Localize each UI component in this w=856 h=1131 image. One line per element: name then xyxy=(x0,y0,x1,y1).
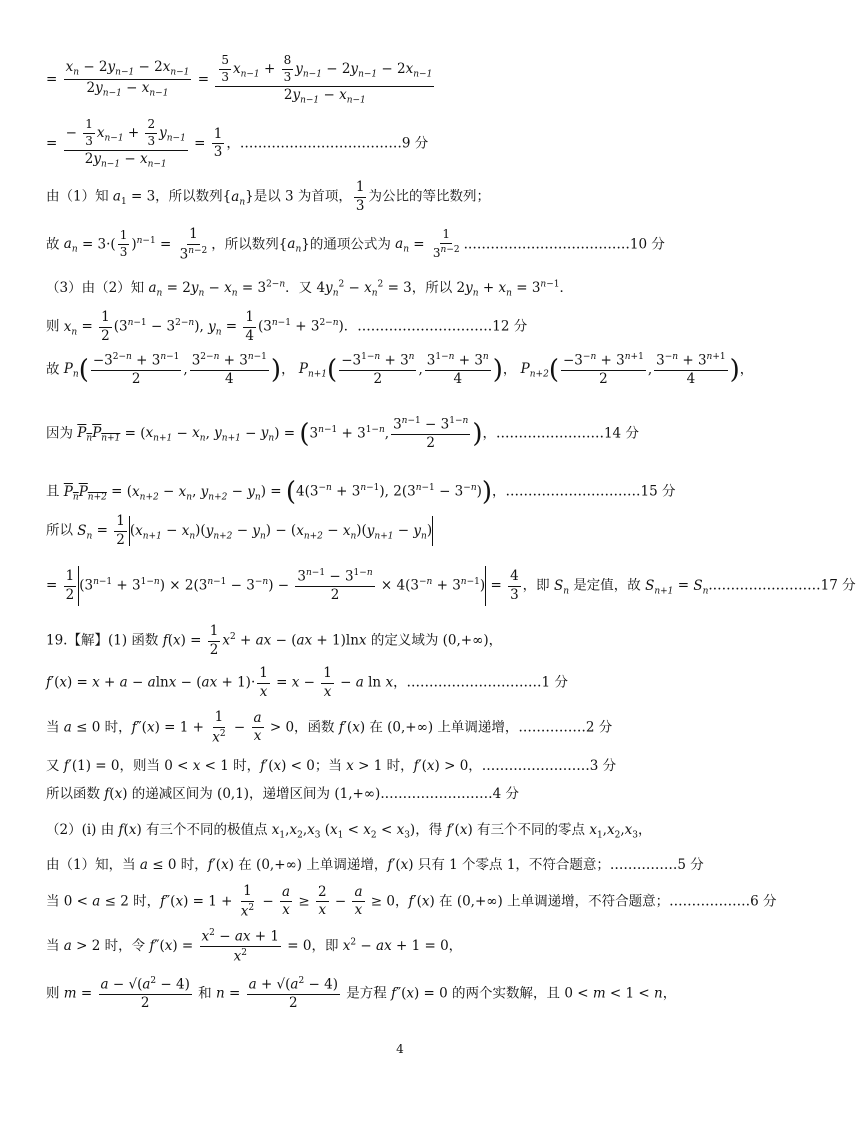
line-1: = $\frac{x_n - 2y_{n-1} - 2x_{n-1}}{2y_{n-1} - x_{n-1}}$ = $\frac{5}{3}$ $x_{n-1}$ + $\frac{8}{3}$ $y_{n-1} - 2y_{n-1} - 2x_{n-1}$ $2y_{n-1} - x_{n-1}$ xyxy=(46,53,433,106)
line-15: 又 f′(1) = 0，则当 0 < x < 1 时，f′(x) < 0；当 x > 1 时，f′(x) > 0，……………………3 分 xyxy=(46,758,617,774)
line-20: 当 a > 2 时，令 f″(x) = $\frac{x^2 - ax + 1}{x^2}$ = 0，即 $x^2$ − ax + 1 = 0， xyxy=(46,928,463,965)
line-14: 当 a ≤ 0 时，f″(x) = 1 + $\frac{1}{x^2}$ − $\frac{a}{x}$ > 0，函数 f′(x) 在 (0,+∞) 上单调递增，……………2 分 xyxy=(46,709,613,746)
line-8: 因为 $P_nP_{n+1} = (x_{n+1} - x_n$, $y_{n+1} - y_n) = (3^{n-1} + 3^{1-n}$, $\frac{3^{n-1} - 3^{1-n}}{2}$ )，……………………14 分 xyxy=(46,416,639,452)
line-2: = − $\frac{1}{3}$ $x_{n-1}$ + $\frac{2}{3}$ $y_{n-1}$ $2y_{n-1} - x_{n-1}$ = $\frac{1}{3}$ ，………………………………9 分 xyxy=(46,117,429,170)
line-13: f′(x) = x + a − alnx − (ax + 1)· $\frac{1}{x}$ = x − $\frac{1}{x}$ − a ln x，…………………………1 分 xyxy=(46,665,568,700)
line-21: 则 m = $\frac{a - √(a^2 - 4)}{2}$ 和 n = $\frac{a + √(a^2 - 4)}{2}$ 是方程 f″(x) = 0 的两个实数解，且 0 < m < 1 < n， xyxy=(46,976,677,1012)
line-9: 且 $P_nP_{n+2} = (x_{n+2} - x_n$, $y_{n+2} - y_n) = (4(3^{-n} + 3^{n-1})$, $2(3^{n-1} - 3^{-n})$)，…………………………15 分 xyxy=(46,477,676,507)
line-16: 所以函数 f(x) 的递减区间为 (0,1)，递增区间为 (1,+∞).……………………4 分 xyxy=(46,786,519,802)
line-3: 由（1）知 $a_1 = 3$，所以数列$\{a_n\}$是以 3 为首项， $\frac{1}{3}$ 为公比的等比数列； xyxy=(46,179,490,214)
line-18: 由（1）知，当 a ≤ 0 时，f′(x) 在 (0,+∞) 上单调递增，f′(x) 只有 1 个零点 1，不符合题意；……………5 分 xyxy=(46,857,704,873)
page-number: 4 xyxy=(396,1042,404,1056)
line-17: （2）(i) 由 f(x) 有三个不同的极值点 $x_1,x_2,x_3$ $(x_1 < x_2 < x_3)$，得 f′(x) 有三个不同的零点 $x_1,x_2,x_3$， xyxy=(46,822,652,841)
line-6: 则 $x_n$ = $\frac{1}{2}$ $(3^{n-1} - 3^{2-n})$, $y_n$ = $\frac{1}{4}$ $(3^{n-1} + 3^{2-n})$．…………………………12 分 xyxy=(46,309,528,344)
line-5: （3）由（2）知 $a_n = 2y_n - x_n = 3^{2-n}$．又 $4y_n^2 - x_n^2 = 3$，所以 $2y_n + x_n = 3^{n-1}$． xyxy=(46,279,573,299)
line-12: 19.【解】(1) 函数 f(x) = $\frac{1}{2}$ $x^2$ + ax − (ax + 1)lnx 的定义域为 (0,+∞)， xyxy=(46,623,503,658)
line-4: 故 $a_n = 3\cdot$( $\frac{1}{3}$ )$^{n-1}$ = $\frac{1}{3^{n-2}}$ ，所以数列$\{a_n\}$的通项公式为 $a_n$ = $\frac{1}{3^{n-2}}$ .………………………………10 分 xyxy=(46,226,665,263)
line-19: 当 0 < a ≤ 2 时，f″(x) = 1 + $\frac{1}{x^2}$ − $\frac{a}{x}$ ≥ $\frac{2}{x}$ − $\frac{a}{x}$ ≥ 0，f′(x) 在 (0,+∞) 上单调递增，不符合题意；………………6 分 xyxy=(46,883,777,920)
line-10: 所以 $S_n$ = $\frac{1}{2}$ $(x_{n+1} - x_n)(y_{n+2} - y_n) - (x_{n+2} - x_n)(y_{n+1} - y_n)$ xyxy=(46,513,433,548)
line-11: = $\frac{1}{2}$ $(3^{n-1} + 3^{1-n}) \times 2(3^{n-1} - 3^{-n})$ − $\frac{3^{n-1} - 3^{1-n}}{2}$ × $4(3^{-n} + 3^{n-1})$ = $\frac{4}{3}$ ，即 $S_n$ 是定值，故 $S_{n+1}$ = $S_n.\dots\dots\dots\dots\dots\dots\dots\dots 17$ 分 xyxy=(46,566,856,606)
line-7: 故 $P_n$( $\frac{-3^{2-n} + 3^{n-1}}{2}$ , $\frac{3^{2-n} + 3^{n-1}}{4}$ )， $P_{n+1}$( $\frac{-3^{1-n} + 3^n}{2}$ , $\frac{3^{1-n} + 3^n}{4}$ )， $P_{n+2}$( $\frac{-3^{-n} + 3^{n+1}}{2}$ , $\frac{3^{-n} + 3^{n+1}}{4}$ )， xyxy=(46,352,754,388)
